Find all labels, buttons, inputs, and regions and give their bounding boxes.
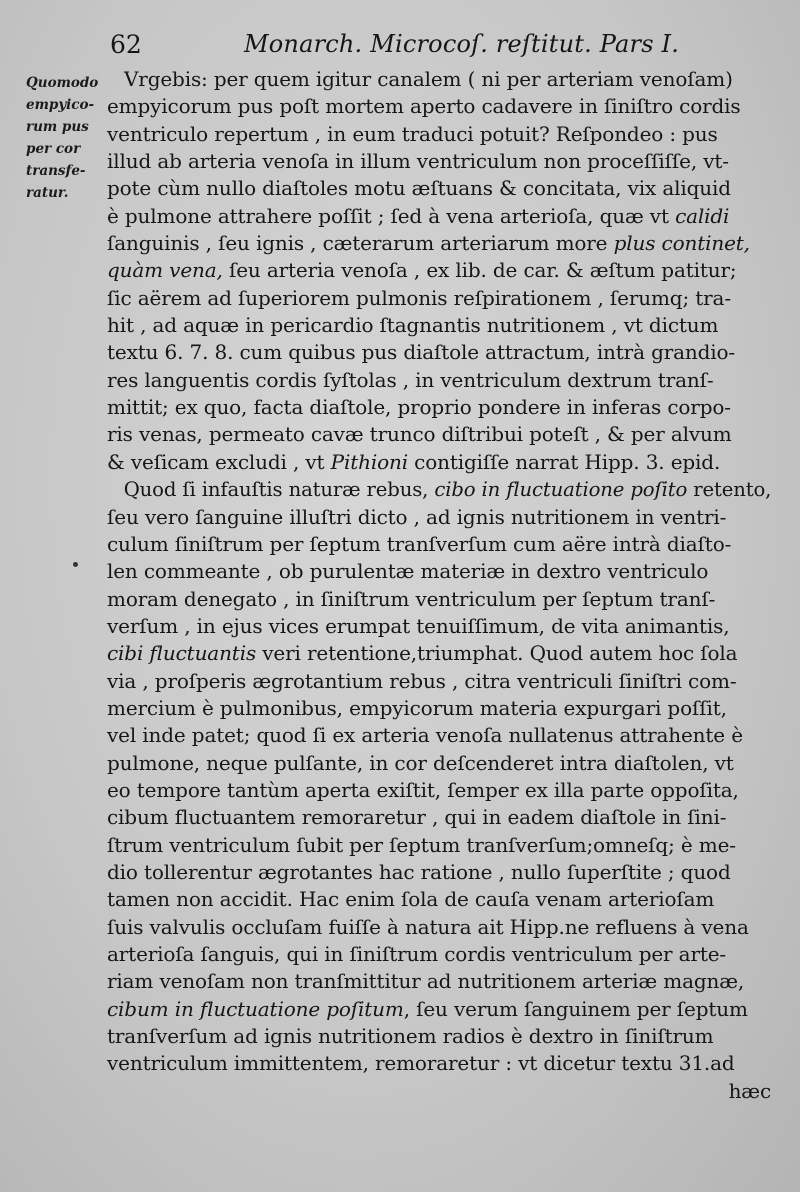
text-run: tranſverſum ad ignis nutritionem radios è dextro in ſiniſtrum [107,1024,714,1049]
text-run: Vrgebis: per quem igitur canalem ( ni per arteriam venoſam) [124,67,733,91]
text-run: ſuis valvulis occluſam fuiſſe à natura ait Hipp.ne refluens à vena [107,914,749,939]
text-line [107,586,771,613]
text-line [107,832,771,859]
text-line [107,449,771,476]
text-run: è pulmone attrahere poſſit ; ſed à vena arterioſa, quæ vt [107,203,676,228]
text-line [107,421,771,448]
text-run: eo tempore tantùm aperta exiſtit, ſemper ex illa parte oppoſita, [107,777,739,802]
text-run: pote cùm nullo diaſtoles motu æſtuans & concitata, vix aliquid [107,176,731,201]
text-line [107,66,771,93]
italic-text: quàm vena, [107,258,223,283]
marginal-note [26,72,112,204]
marginal-note-line: empyico- [26,97,95,113]
text-line [107,1050,771,1077]
marginal-note-line: transfe- [26,163,86,179]
text-run: vel inde patet; quod ſi ex arteria venoſa nullatenus attrahente è [107,723,743,748]
text-line [107,722,771,749]
text-run: Quod ſi infauſtis naturæ rebus, [123,477,435,502]
text-line [107,203,771,230]
text-run: cibum fluctuantem remoraretur , qui in eadem diaſtole in ſini- [107,805,727,830]
text-line [107,695,771,722]
text-run: ſtrum ventriculum ſubit per ſeptum tranſverſum;omneſq; è me- [107,832,736,857]
text-line [107,859,771,886]
text-run: mercium è pulmonibus, empyicorum materia expurgari poſſit, [107,695,727,720]
marginal-note-line: Quomodo [26,75,99,91]
text-run: ris venas, permeato cavæ trunco diſtribui poteſt , & per alvum [107,422,732,447]
text-line [107,504,771,531]
text-line [107,121,771,148]
text-line [107,640,771,667]
text-line [107,230,771,257]
text-line [107,531,771,558]
italic-text: Pithioni [330,449,408,474]
text-line [107,394,771,421]
text-run: via , proſperis ægrotantium rebus , citra ventriculi ſiniſtri com- [107,668,737,693]
text-run: ſeu vero ſanguine illuſtri dicto , ad ignis nutritionem in ventri- [107,504,727,529]
text-run: tamen non accidit. Hac enim ſola de cauſa venam arterioſam [107,887,715,912]
text-line [107,668,771,695]
marginal-note-line: ratur. [26,185,69,201]
text-line [107,1023,771,1050]
text-run: res languentis cordis ſyſtolas , in ventriculum dextrum tranſ- [107,367,714,392]
text-run: ſeu arteria venoſa , ex lib. de car. & æſtum patitur; [222,258,737,283]
text-line [107,476,772,503]
text-line [107,941,771,968]
text-run: moram denegato , in ſiniſtrum ventriculum per ſeptum tranſ- [107,586,716,611]
italic-text: cibo in fluctuatione poſito [434,477,688,502]
text-run: culum ſiniſtrum per ſeptum tranſverſum cum aëre intrà diaſto- [107,531,732,556]
text-run: empyicorum pus poſt mortem aperto cadavere in ſiniſtro cordis [107,94,741,119]
text-run: textu 6. 7. 8. cum quibus pus diaſtole attractum, intrà grandio- [107,340,736,365]
text-line [107,886,771,913]
italic-text: plus continet, [613,231,750,256]
text-line [107,750,771,777]
page-number: 62 [110,30,142,59]
text-run: contigiſſe narrat Hipp. 3. epid. [407,449,721,474]
text-run: pulmone, neque pulſante, in cor deſcenderet intra diaſtolen, vt [107,750,734,775]
text-run: mittit; ex quo, facta diaſtole, proprio pondere in inferas corpo- [107,395,731,420]
body-text [107,66,771,1105]
marginal-note-line: rum pus [26,119,89,135]
text-run: dio tollerentur ægrotantes hac ratione , nullo ſuperſtite ; quod [107,859,731,884]
text-line [107,285,771,312]
text-line [107,257,771,284]
text-run: hit , ad aquæ in pericardio ſtagnantis nutritionem , vt dictum [107,313,719,338]
text-run: ventriculum immittentem, remoraretur : vt dicetur textu 31.ad [107,1051,735,1076]
text-line [107,367,771,394]
text-run: , ſeu verum ſanguinem per ſeptum [403,996,748,1021]
italic-text: calidi [675,203,730,228]
text-line [107,148,771,175]
text-line [107,804,771,831]
text-line [107,996,771,1023]
text-line [107,968,771,995]
text-run: & veſicam excludi , vt [107,449,331,474]
italic-text: cibi fluctuantis [107,641,257,666]
text-run: riam venoſam non tranſmittitur ad nutritionem arteriæ magnæ, [107,969,745,994]
text-line [107,312,771,339]
running-title: Monarch. Microcoſ. reſtitut. Pars I. [244,30,680,58]
italic-text: cibum in fluctuatione poſitum [107,996,404,1021]
ink-speck [73,562,78,567]
text-line [107,777,771,804]
text-run: ſic aërem ad ſuperiorem pulmonis reſpirationem , ſerumq; tra- [107,285,731,310]
text-line [107,339,771,366]
text-run: ſanguinis , ſeu ignis , cæterarum arteriarum more [107,231,614,256]
text-run: ventriculo repertum , in eum traduci potuit? Reſpondeo : pus [107,121,718,146]
page-header [0,30,800,70]
text-run: veri retentione,triumphat. Quod autem hoc ſola [256,641,738,666]
text-run: verſum , in ejus vices erumpat tenuiſſimum, de vita animantis, [107,613,730,638]
text-line [107,93,771,120]
text-line [107,558,771,585]
text-run: arterioſa ſanguis, qui in ſiniſtrum cordis ventriculum per arte- [107,942,727,966]
text-run: illud ab arteria venoſa in illum ventriculum non proceſſiſſe, vt- [107,149,729,174]
text-run: len commeante , ob purulentæ materiæ in dextro ventriculo [107,559,709,584]
text-line [107,914,771,941]
text-line [107,175,771,202]
text-line [107,613,771,640]
marginal-note-line: per cor [26,141,81,157]
catchword: hæc [728,1078,771,1103]
text-run: retento, [687,477,772,502]
